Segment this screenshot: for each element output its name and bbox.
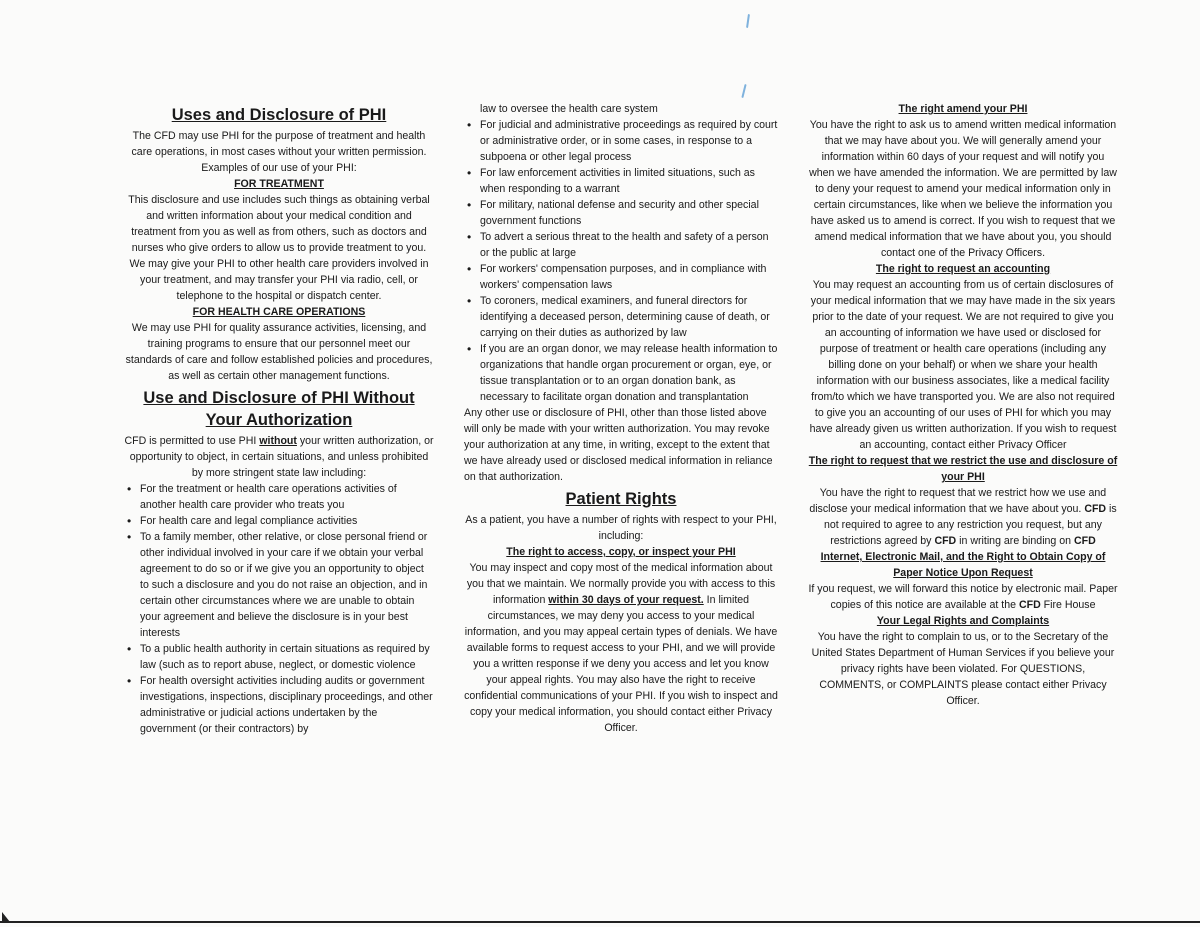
subheading-amend: The right amend your PHI xyxy=(898,103,1028,115)
subheading-legal: Your Legal Rights and Complaints xyxy=(876,615,1050,627)
list-item: • To advert a serious threat to the health and safety of a person or the public at large xyxy=(480,229,778,261)
authorization-paragraph xyxy=(124,433,434,481)
other-use-paragraph: Any other use or disclosure of PHI, other than those listed above will only be made with your written authorization. You may revoke your authorization at any time, in writing, except to the extent that we have already used or disclosed medical information in reliance on that authorization. xyxy=(464,407,773,483)
column-middle xyxy=(464,101,778,736)
list-item: • For health care and legal compliance activities xyxy=(140,513,434,529)
scan-mark xyxy=(741,84,746,98)
restrict-cfd-2: CFD xyxy=(934,535,957,547)
subheading-treatment: FOR TREATMENT xyxy=(234,178,324,190)
subheading-operations: FOR HEALTH CARE OPERATIONS xyxy=(192,306,366,318)
list-item: • To coroners, medical examiners, and funeral directors for identifying a deceased person, determining cause of death, or carrying on their duties as authorized by law xyxy=(480,293,778,341)
continuation-line: law to oversee the health care system xyxy=(480,103,658,115)
list-item: • For workers' compensation purposes, and in compliance with workers' compensation laws xyxy=(480,261,778,293)
list-item: • To a public health authority in certain situations as required by law (such as to report abuse, neglect, or domestic violence xyxy=(140,641,434,673)
intro-paragraph: The CFD may use PHI for the purpose of treatment and health care operations, in most cases without your written permission. xyxy=(131,130,427,158)
restrict-cfd-1: CFD xyxy=(1084,503,1107,515)
authorization-text-pre: CFD is permitted to use PHI xyxy=(124,435,260,447)
rights-intro: As a patient, you have a number of rights with respect to your PHI, including: xyxy=(465,514,777,542)
authorization-text-post: your written authorization, or opportunity to object, in certain situations, and unless prohibited by more stringent state law including: xyxy=(129,435,434,479)
heading-without-authorization: Use and Disclosure of PHI Without Your Authorization xyxy=(143,389,415,429)
access-text-30-days: within 30 days of your request. xyxy=(548,594,704,606)
internet-paragraph xyxy=(808,581,1118,613)
restrict-text-3: in writing are binding on xyxy=(956,535,1074,547)
authorization-text-without: without xyxy=(259,435,297,447)
access-paragraph xyxy=(464,560,778,736)
restrict-text-1: You have the right to request that we restrict how we use and disclose your medical information that we have about you. xyxy=(809,487,1107,515)
list-item: • For law enforcement activities in limited situations, such as when responding to a warrant xyxy=(480,165,778,197)
corner-mark xyxy=(2,912,10,922)
list-item: • For judicial and administrative proceedings as required by court or administrative order, or in some cases, in response to a subpoena or other legal process xyxy=(480,117,778,165)
amend-paragraph: You have the right to ask us to amend written medical information that we may have about you. We will generally amend your information within 60 days of your request and will notify you when we have amended the information. We are permitted by law to deny your request to amend your medical information only in certain circumstances, like when we believe the information you have asked us to amend is correct. If you wish to request that we amend medical information that we have about you, you should contact one of the Privacy Officers. xyxy=(809,119,1117,259)
examples-line: Examples of our use of your PHI: xyxy=(201,162,357,174)
subheading-accounting: The right to request an accounting xyxy=(875,263,1051,275)
list-item: • If you are an organ donor, we may release health information to organizations that handle organ procurement or organ, eye, or tissue transplantation or to an organ donation bank, as necessary to facilitate organ donation and transplantation xyxy=(480,341,778,405)
access-text-post: In limited circumstances, we may deny you access to your medical information, and you may appeal certain types of denials. We have available forms to request access to your PHI, and we will provide you a written response if we deny you access and let you know your appeal rights. You may also have the right to receive confidential communications of your PHI. If you wish to inspect and copy your medical information, you should contact either Privacy Officer. xyxy=(464,594,778,734)
treatment-paragraph: This disclosure and use includes such things as obtaining verbal and written information about your medical condition and treatment from you as well as from others, such as doctors and nurses who give orders to allow us to provide treatment to you. We may give your PHI to other health care providers involved in your treatment, and may transfer your PHI via radio, cell, or telephone to the hospital or dispatch center. xyxy=(128,194,430,302)
restrict-paragraph xyxy=(808,485,1118,549)
bullet-list-left xyxy=(124,481,434,737)
heading-uses-disclosure: Uses and Disclosure of PHI xyxy=(171,106,387,124)
bullet-list-middle xyxy=(464,117,778,405)
subheading-access: The right to access, copy, or inspect your PHI xyxy=(506,546,736,558)
subheading-internet: Internet, Electronic Mail, and the Right to Obtain Copy of Paper Notice Upon Request xyxy=(820,551,1106,579)
column-right xyxy=(808,101,1118,709)
list-item: • For health oversight activities including audits or government investigations, inspections, disciplinary proceedings, and other administrative or judicial actions undertaken by the government (or their contractors) by xyxy=(140,673,434,737)
scan-mark xyxy=(746,14,750,28)
list-item: • For military, national defense and security and other special government functions xyxy=(480,197,778,229)
legal-paragraph: You have the right to complain to us, or to the Secretary of the United States Department of Human Services if you believe your privacy rights have been violated. For QUESTIONS, COMMENTS, or COMPLAINTS please contact either Privacy Officer. xyxy=(811,631,1115,707)
bottom-edge-line xyxy=(0,921,1200,923)
access-text-pre: You may inspect and copy most of the medical information about you that we maintain. We normally provide you with access to this information xyxy=(466,562,776,606)
internet-cfd: CFD xyxy=(1018,599,1041,611)
list-item: • To a family member, other relative, or close personal friend or other individual involved in your care if we obtain your verbal agreement to do so or if we give you an opportunity to object to such a disclosure and you do not raise an objection, and in certain other circumstances where we are unable to obtain your agreement and believe the disclosure is in your best interests xyxy=(140,529,434,641)
internet-text-1: If you request, we will forward this notice by electronic mail. Paper copies of this notice are available at the xyxy=(808,583,1118,611)
restrict-text-2: is not required to agree to any restriction you request, but any restrictions agreed by xyxy=(824,503,1117,547)
list-item: • For the treatment or health care operations activities of another health care provider who treats you xyxy=(140,481,434,513)
accounting-paragraph: You may request an accounting from us of certain disclosures of your medical information that we may have made in the six years prior to the date of your request. We are not required to give you an accounting of information we have used or disclosed for purpose of treatment or health care operations (including any billing done on your behalf) or when we share your health information with our business associates, like a medical facility from/to which we have transported you. We are also not required to give you an accounting of our uses of PHI for which you may have already given us written authorization. If you wish to request an accounting, contact either Privacy Officer xyxy=(809,279,1117,451)
column-left xyxy=(124,101,434,737)
restrict-cfd-3: CFD xyxy=(1074,535,1096,547)
operations-paragraph: We may use PHI for quality assurance activities, licensing, and training programs to ensure that our personnel meet our standards of care and follow established policies and procedures, as well as certain other management functions. xyxy=(125,322,433,382)
subheading-restrict: The right to request that we restrict the use and disclosure of your PHI xyxy=(808,455,1118,483)
internet-text-2: Fire House xyxy=(1040,599,1096,611)
heading-patient-rights: Patient Rights xyxy=(565,490,677,508)
